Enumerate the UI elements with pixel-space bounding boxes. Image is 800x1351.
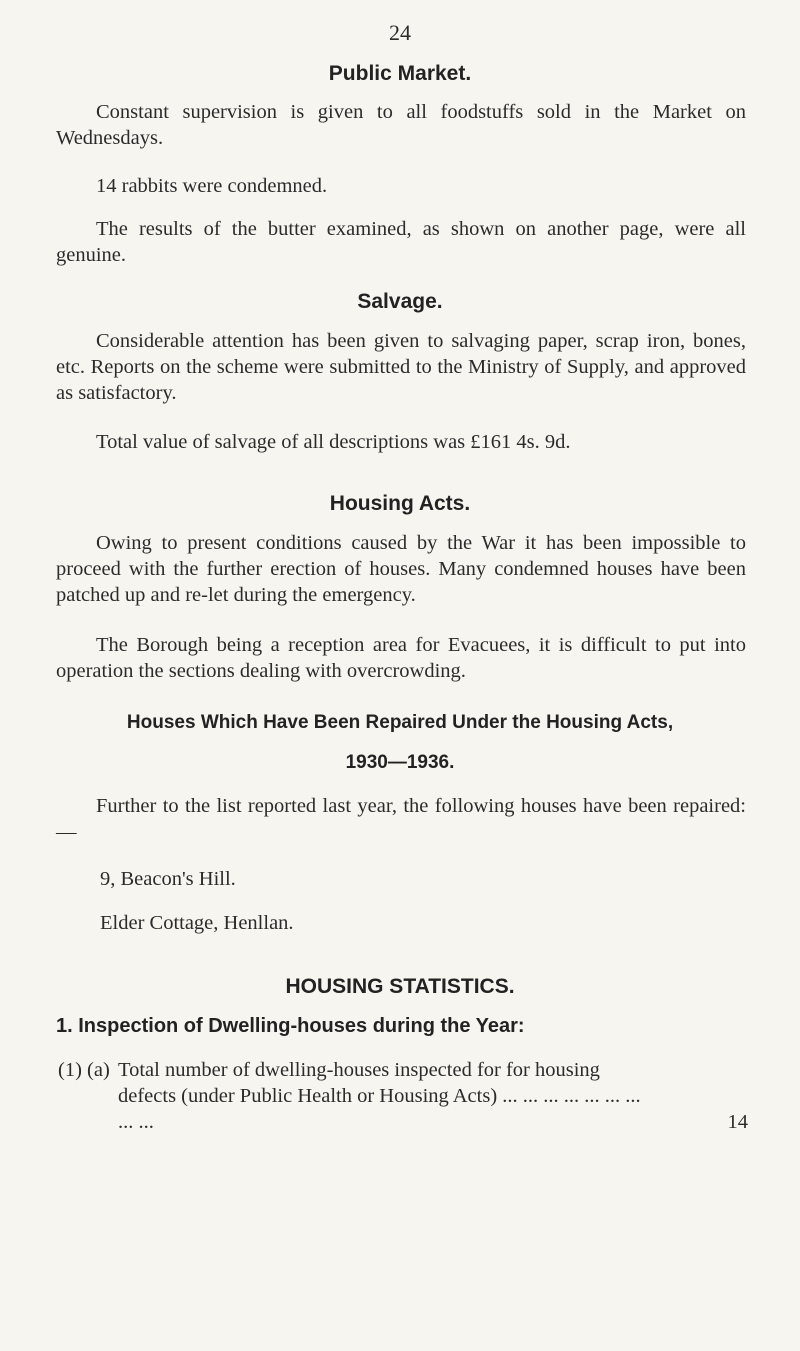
repaired-heading-line-1: Houses Which Have Been Repaired Under the Housing Acts, (126, 712, 674, 733)
housing-statistics-heading: HOUSING STATISTICS. (285, 975, 515, 998)
public-market-para-3: The results of the butter examined, as shown on another page, were all genuine. (56, 218, 746, 266)
page-number: 24 (389, 20, 411, 45)
inspection-section-heading: 1. Inspection of Dwelling-houses during the Year: (56, 1015, 525, 1037)
item-label: (1) (a) (58, 1059, 110, 1081)
salvage-heading: Salvage. (357, 290, 443, 313)
repaired-heading-line-2: 1930—1936. (345, 752, 455, 773)
house-item: Elder Cottage, Henllan. (100, 912, 294, 934)
item-value: 14 (727, 1111, 748, 1133)
housing-acts-para-1: Owing to present conditions caused by the War it has been impossible to proceed with the further erection of houses. Many condemned houses have been patched up and re-let during the emergency. (56, 532, 746, 606)
repaired-intro: Further to the list reported last year, the following houses have been repaired:— (56, 795, 746, 843)
salvage-para-2: Total value of salvage of all descriptions was £161 4s. 9d. (96, 431, 571, 453)
public-market-heading: Public Market. (328, 62, 472, 85)
house-item: 9, Beacon's Hill. (100, 868, 236, 890)
salvage-para-1: Considerable attention has been given to salvaging paper, scrap iron, bones, etc. Reports on the scheme were submitted to the Ministry of Supply, and approved as satisfactory. (56, 330, 746, 404)
statistics-item (58, 1057, 748, 1137)
public-market-para-1: Constant supervision is given to all foodstuffs sold in the Market on Wednesdays. (56, 101, 746, 149)
housing-acts-heading: Housing Acts. (329, 492, 471, 515)
housing-acts-para-2: The Borough being a reception area for Evacuees, it is difficult to put into operation the sections dealing with overcrowding. (56, 634, 746, 682)
item-text: Total number of dwelling-houses inspected for for housing defects (under Public Health or Housing Acts) ... ... ... ... ... ... ... ... ... (118, 1059, 641, 1133)
public-market-para-2: 14 rabbits were condemned. (96, 175, 328, 197)
